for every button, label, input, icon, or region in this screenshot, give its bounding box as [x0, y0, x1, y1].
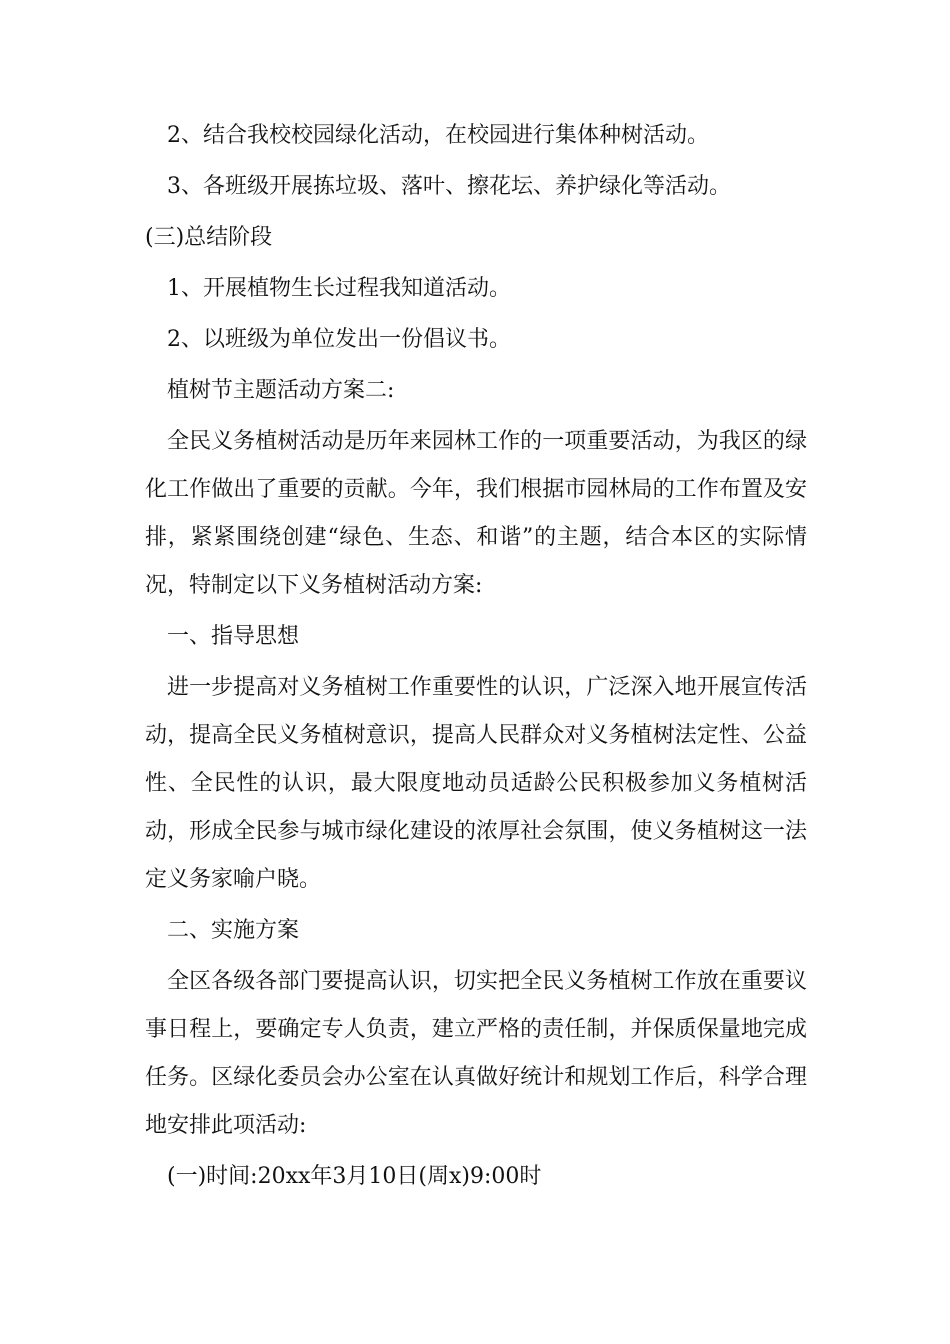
paragraph-activity-3: 3、各班级开展拣垃圾、落叶、擦花坛、养护绿化等活动。: [167, 174, 731, 199]
paragraph-summary-1: 1、开展植物生长过程我知道活动。: [167, 276, 511, 301]
section-heading-guiding-ideology: 一、指导思想: [167, 624, 300, 649]
section-heading-implementation: 二、实施方案: [167, 918, 300, 943]
schedule-time: (一)时间:20xx年3月10日(周x)9:00时: [167, 1164, 542, 1189]
plan-two-heading: 植树节主题活动方案二:: [167, 378, 395, 403]
paragraph-activity-2: 2、结合我校校园绿化活动，在校园进行集体种树活动。: [167, 123, 709, 148]
paragraph-summary-2: 2、以班级为单位发出一份倡议书。: [167, 327, 511, 352]
plan-two-intro: 全民义务植树活动是历年来园林工作的一项重要活动，为我区的绿化工作做出了重要的贡献。今年，我们根据市园林局的工作布置及安排，紧紧围绕创建“绿色、生态、和谐”的主题，结合本区的实际情况，特制定以下义务植树活动方案:: [145, 429, 807, 598]
guiding-ideology-text: 进一步提高对义务植树工作重要性的认识，广泛深入地开展宣传活动，提高全民义务植树意识，提高人民群众对义务植树法定性、公益性、全民性的认识，最大限度地动员适龄公民积极参加义务植树活动，形成全民参与城市绿化建设的浓厚社会氛围，使义务植树这一法定义务家喻户晓。: [145, 675, 807, 892]
section-heading-summary-stage: (三)总结阶段: [145, 225, 273, 250]
implementation-text: 全区各级各部门要提高认识，切实把全民义务植树工作放在重要议事日程上，要确定专人负责，建立严格的责任制，并保质保量地完成任务。区绿化委员会办公室在认真做好统计和规划工作后，科学合理地安排此项活动:: [145, 969, 807, 1138]
document-body: [145, 112, 807, 1204]
